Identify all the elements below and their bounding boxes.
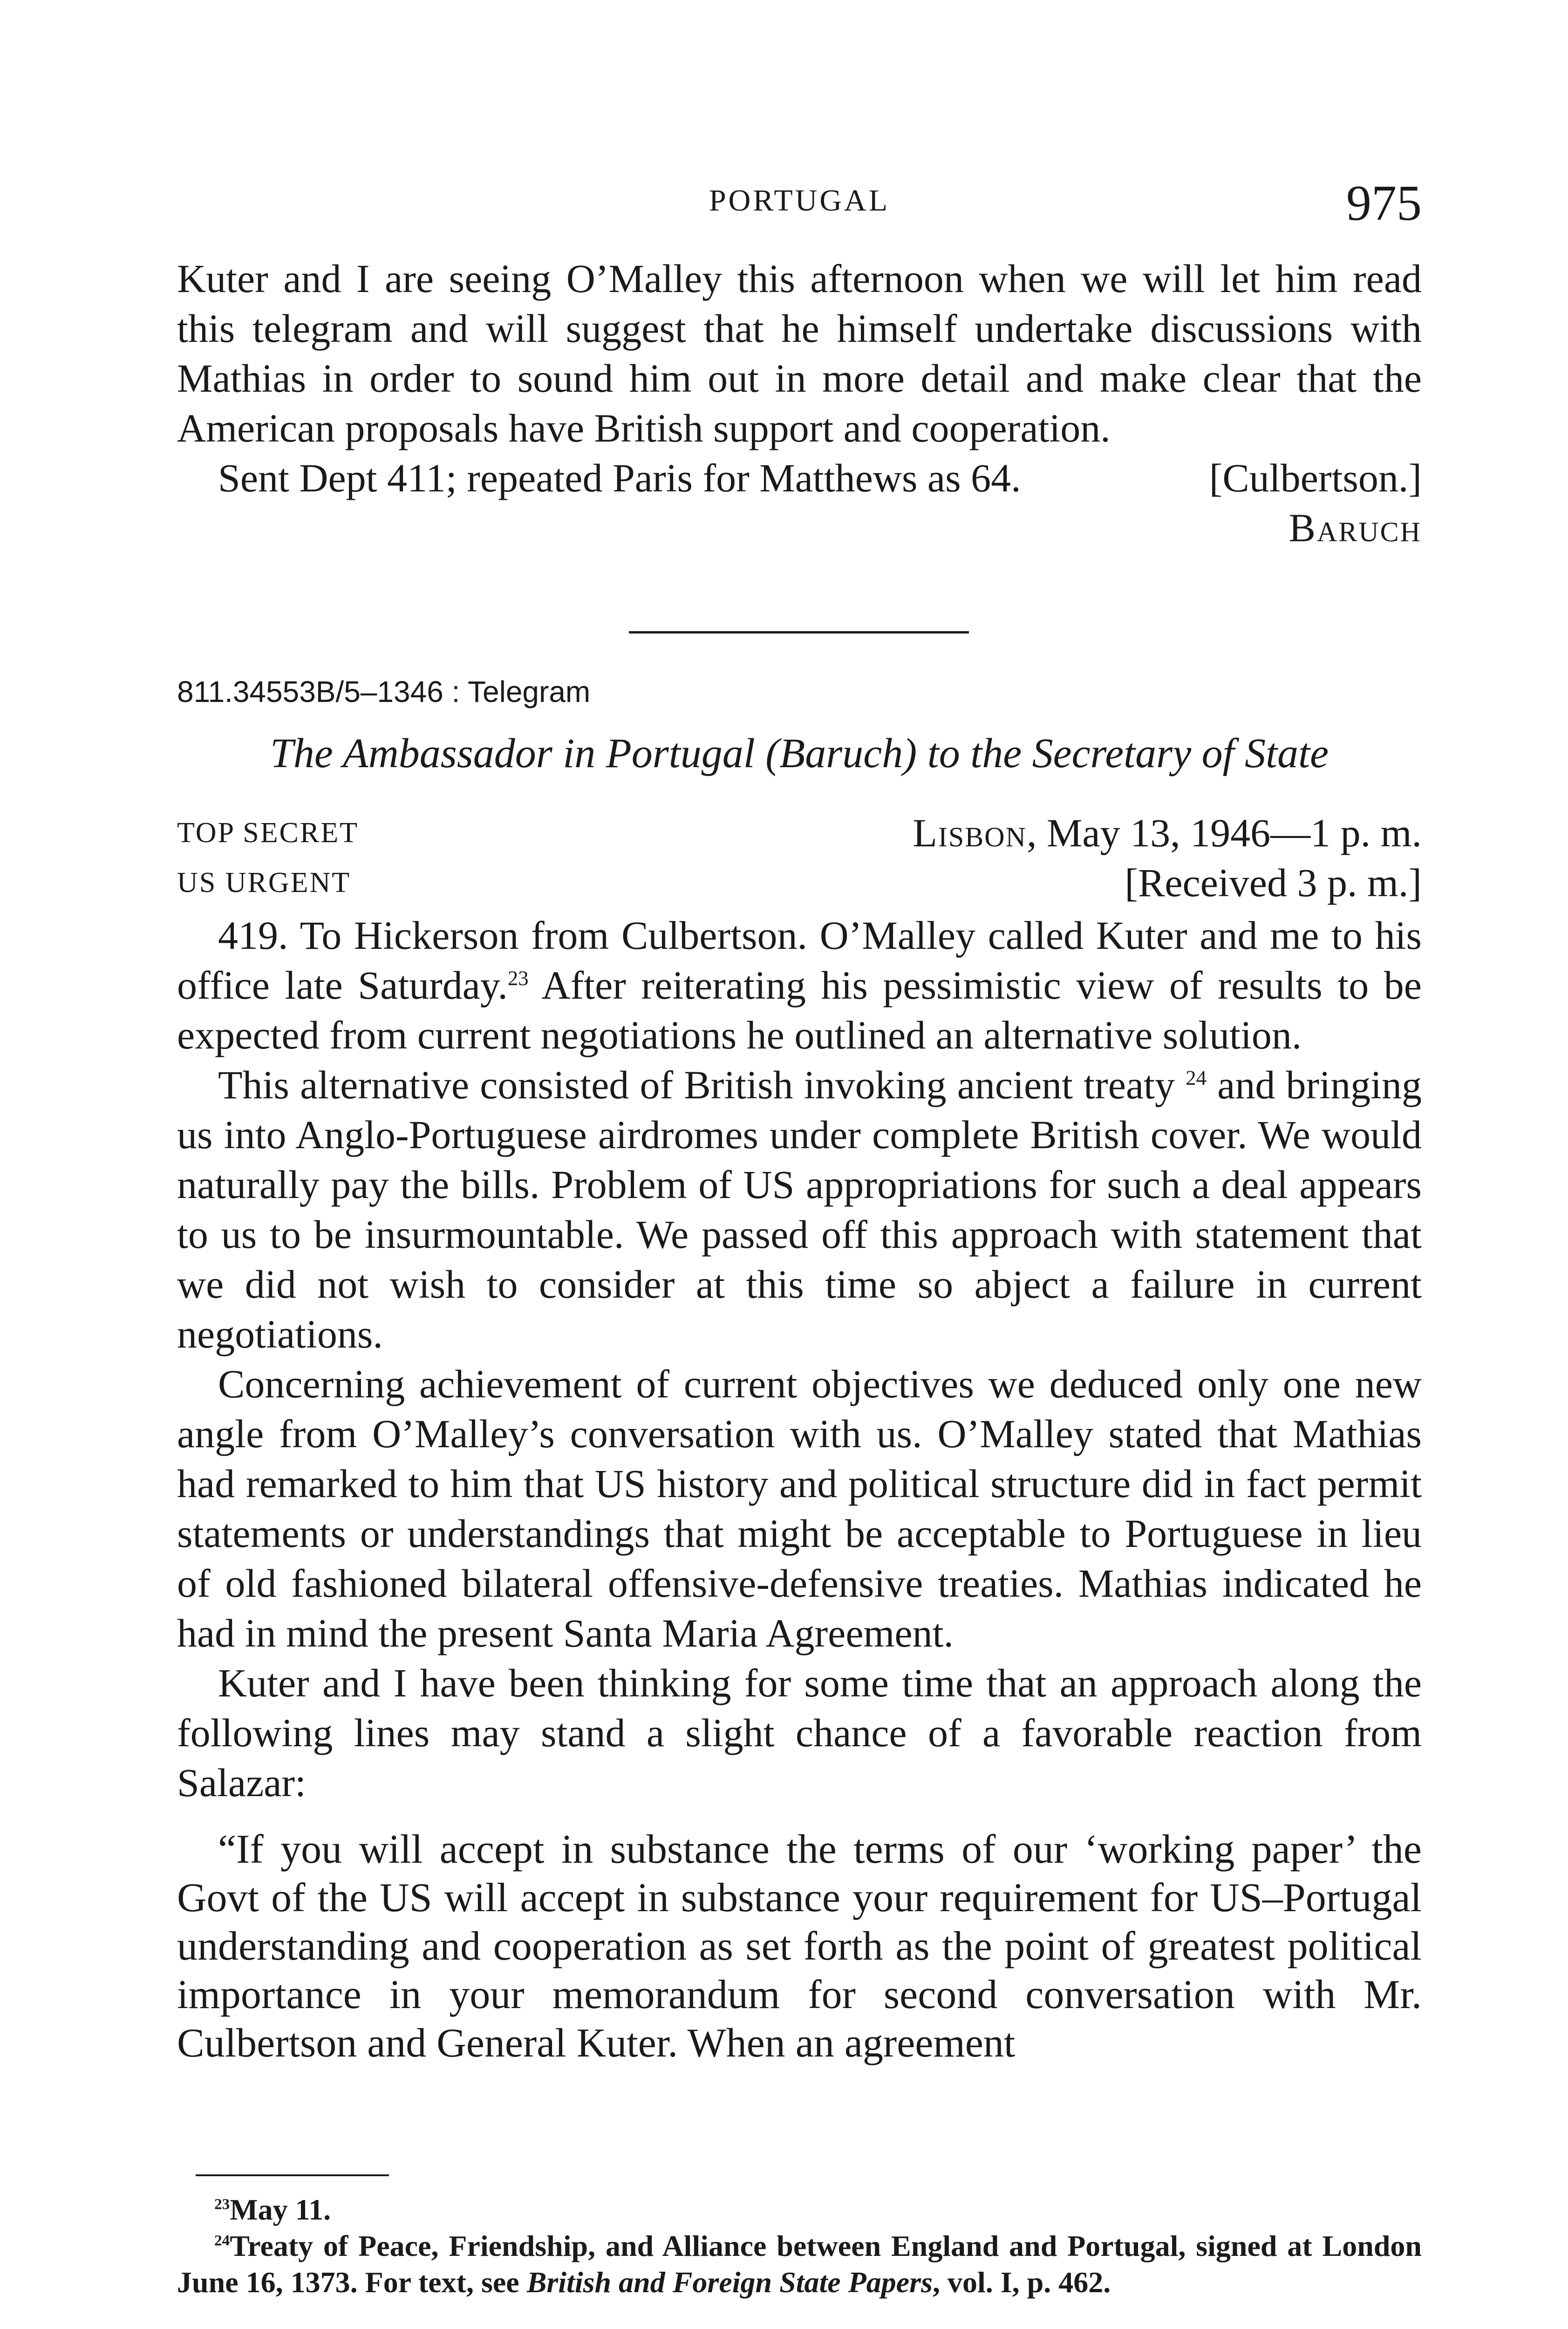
footnote-ref-23[interactable]: 23 bbox=[507, 966, 529, 990]
header-row-1 bbox=[177, 808, 1422, 858]
place-date bbox=[913, 808, 1422, 858]
footnote-23-number: 23 bbox=[214, 2195, 230, 2213]
footnote-24 bbox=[177, 2228, 1422, 2301]
footnote-24-text-b: , vol. I, p. 462. bbox=[932, 2266, 1111, 2299]
footnote-divider bbox=[196, 2174, 389, 2176]
telegram-body bbox=[177, 911, 1422, 2068]
running-head bbox=[177, 175, 1422, 231]
footnote-23 bbox=[177, 2192, 1422, 2228]
footnote-23-text: May 11. bbox=[230, 2193, 331, 2226]
running-head-title: PORTUGAL bbox=[709, 184, 890, 218]
para-2-text-a: This alternative consisted of British invoking ancient treaty bbox=[218, 1062, 1186, 1107]
section-divider bbox=[629, 631, 969, 633]
para-1-text-b: After reiterating his pessimistic view of results to be expected from current negotiations he outlined an alternative solution. bbox=[177, 963, 1422, 1057]
file-reference: 811.34553B/5–1346 : Telegram bbox=[177, 675, 591, 708]
document-title: The Ambassador in Portugal (Baruch) to the Secretary of State bbox=[270, 730, 1329, 776]
classification-top-secret: TOP SECRET bbox=[177, 817, 359, 849]
footnotes bbox=[177, 2192, 1422, 2301]
sent-line bbox=[177, 453, 1422, 503]
footnote-24-number: 24 bbox=[214, 2232, 230, 2249]
intro-section bbox=[177, 254, 1422, 553]
intro-paragraph: Kuter and I are seeing O’Malley this afternoon when we will let him read this telegram and will suggest that he himself undertake discussions with Mathias in order to sound him out in more detail and make clear that the American proposals have British support and cooperation. bbox=[177, 256, 1422, 450]
sent-line-author: [Culbertson.] bbox=[1209, 456, 1422, 500]
footnote-24-text-a: Treaty of Peace, Friendship, and Alliance between England and Portugal, signed at London June 16, 1373. For text, see bbox=[177, 2229, 1422, 2299]
received-time: [Received 3 p. m.] bbox=[1125, 860, 1422, 905]
telegram-header bbox=[177, 808, 1422, 908]
body-paragraph-4: Kuter and I have been thinking for some time that an approach along the following lines may stand a slight chance of a favorable reaction from Salazar: bbox=[177, 1661, 1422, 1805]
page-number: 975 bbox=[1346, 176, 1422, 231]
sent-line-text: Sent Dept 411; repeated Paris for Matthews as 64. bbox=[218, 456, 1021, 500]
header-row-2 bbox=[177, 858, 1422, 908]
footnote-ref-24[interactable]: 24 bbox=[1186, 1066, 1207, 1090]
signature: Baruch bbox=[1288, 505, 1422, 550]
body-paragraph-1 bbox=[177, 911, 1422, 1060]
body-paragraph-2 bbox=[177, 1060, 1422, 1359]
body-paragraph-3: Concerning achievement of current objectives we deduced only one new angle from O’Malley’s conversation with us. O’Malley stated that Mathias had remarked to him that US history and political structure did in fact permit statements or understandings that might be acceptable to Portuguese in lieu of old fashioned bilateral offensive-defensive treaties. Mathias indicated he had in mind the present Santa Maria Agreement. bbox=[177, 1362, 1422, 1655]
place: Lisbon bbox=[913, 810, 1027, 855]
quoted-proposal: “If you will accept in substance the terms of our ‘working paper’ the Govt of the US will accept in substance your requirement for US–Portugal understanding and cooperation as set forth as the point of greatest political importance in your memorandum for second conversation with Mr. Culbertson and General Kuter. When an agreement bbox=[177, 1827, 1422, 2066]
classification-urgent: US URGENT bbox=[177, 867, 351, 899]
footnote-24-citation: British and Foreign State Papers bbox=[526, 2266, 933, 2299]
document-header bbox=[177, 671, 1422, 782]
para-2-text-b: and bringing us into Anglo-Portuguese airdromes under complete British cover. We would naturally pay the bills. Problem of US appropriations for such a deal appears to us to be insurmountable. We passed off this approach with statement that we did not wish to consider at this time so abject a failure in current negotiations. bbox=[177, 1062, 1422, 1356]
para-1-text-a: 419. To Hickerson from Culbertson. O’Malley called Kuter and me to his office late Saturday. bbox=[177, 913, 1422, 1008]
date: , May 13, 1946—1 p. m. bbox=[1026, 810, 1422, 855]
